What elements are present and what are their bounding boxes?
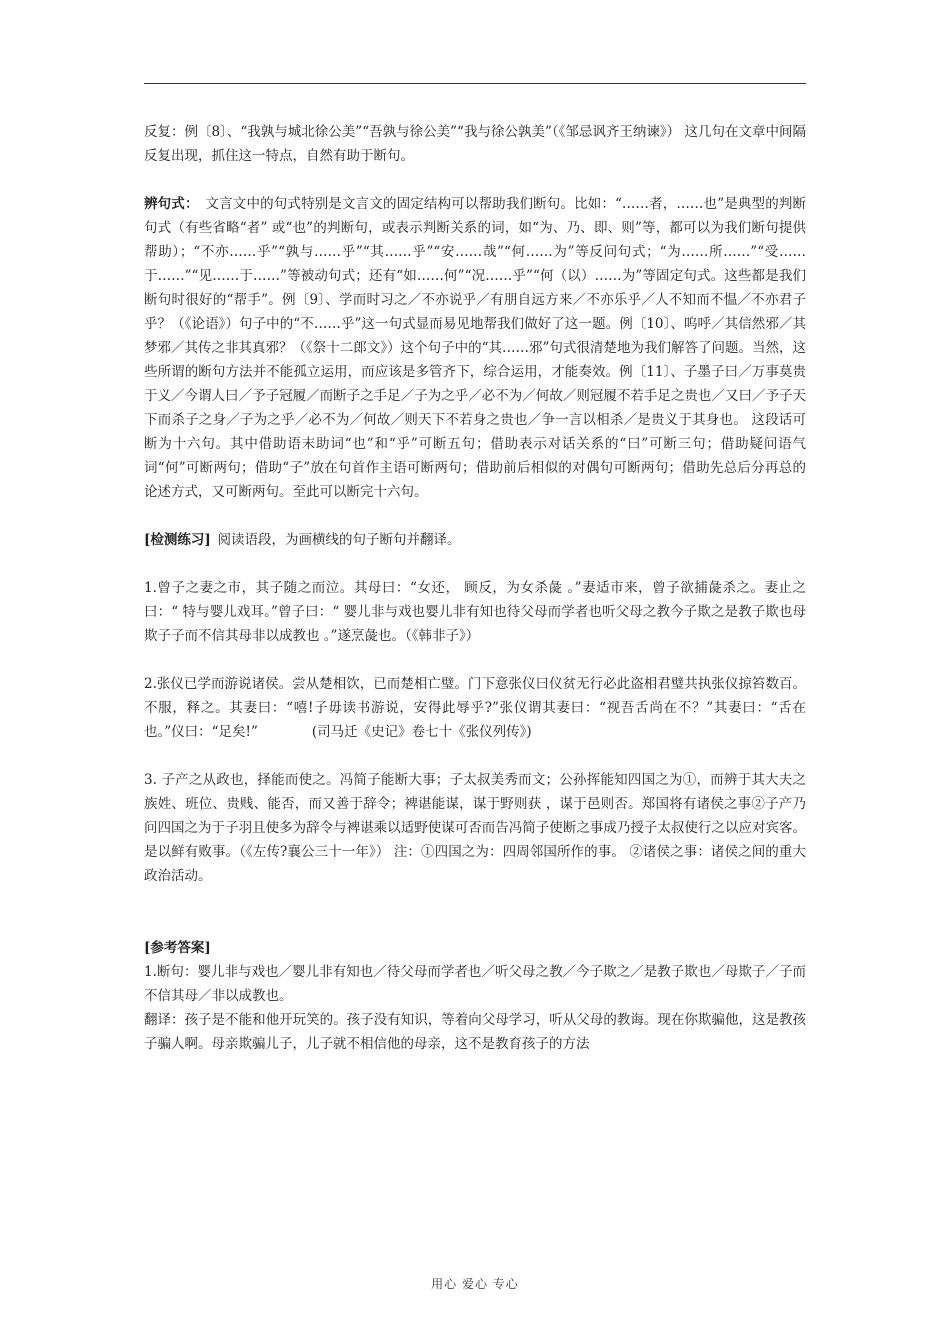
answer-punctuation: 1.断句：婴儿非与戏也／婴儿非有知也／待父母而学者也／听父母之教／今子欺之／是教子欺也／母欺子／子而不信其母／非以成教也。 (144, 964, 806, 1004)
sentence-patterns-paragraph (144, 192, 806, 504)
repetition-paragraph: 反复：例〔8〕、“我孰与城北徐公美”“吾孰与徐公美”“我与徐公孰美”（《邹忌讽齐王纳谏》） 这几句在文章中间隔反复出现，抓住这一特点，自然有助于断句。 (144, 124, 806, 164)
exercise-item-2: 2.张仪已学而游说诸侯。尝从楚相饮，已而楚相亡璧。门下意张仪曰仪贫无行必此盗相君璧共执张仪掠笞数百。不服，释之。其妻曰：“嘻!子毋读书游说，安得此辱乎?”张仪谓其妻曰：“视吾舌尚在不？”其妻曰：“舌在也。”仪曰：“足矣!” (司马迁《史记》卷七十《张仪列传》) (144, 676, 806, 740)
sentence-patterns-label: 辨句式： (144, 196, 199, 212)
page-footer: 用心 爱心 专心 (431, 1277, 519, 1291)
answer-translation: 翻译：孩子是不能和他开玩笑的。孩子没有知识，等着向父母学习，听从父母的教诲。现在你欺骗他，这是教孩子骗人啊。母亲欺骗儿子，儿子就不相信他的母亲，这不是教育孩子的方法 (144, 1012, 806, 1052)
exercise-instruction: 阅读语段，为画横线的句子断句并翻译。 (217, 532, 461, 548)
exercise-item-3: 3. 子产之从政也，择能而使之。冯简子能断大事；子太叔美秀而文；公孙挥能知四国之为①，而辨于其大夫之族姓、班位、贵贱、能否，而又善于辞令；裨谌能谋，谋于野则获 ，谋于邑则否。郑国将有诸侯之事②子产乃问四国之为于子羽且使多为辞令与裨谌乘以适野使谋可否而告冯简子使断之事成乃授子太叔使行之以应对宾客。 是以鲜有败事。（《左传?襄公三十一年》） 注：①四国之为：四周邻国所作的事。 ②诸侯之事：诸侯之间的重大政治活动。 (144, 772, 806, 884)
exercise-item-1: 1.曾子之妻之市，其子随之而泣。其母曰：“女还， 顾反，为女杀彘 。”妻适市来，曾子欲捕彘杀之。妻止之曰：“ 特与婴儿戏耳。”曾子曰：“ 婴儿非与戏也婴儿非有知也待父母而学者也听父母之教今子欺之是教子欺也母欺子子而不信其母非以成教也 。”遂烹彘也。（《韩非子》） (144, 580, 806, 644)
answers-label: [参考答案] (144, 940, 211, 956)
document-body (144, 120, 806, 1056)
exercise-heading (144, 528, 806, 552)
exercise-label: [检测练习] (144, 532, 211, 548)
sentence-patterns-text: 文言文中的句式特别是文言文的固定结构可以帮助我们断句。比如：“……者，……也”是典型的判断句式（有些省略“者” 或“也”的判断句，或表示判断关系的词，如“为、乃、即、则”等，都可以为我们断句提供帮助）；“不亦……乎”“孰与……乎”“其……乎”“安……哉”“何……为”等反问句式；“为……所……”“受……于……”“见……于……”等被动句式；还有“如……何”“况……乎”“何（以）……为”等固定句式。这些都是我们断句时很好的“帮手”。例〔9〕、学而时习之／不亦说乎／有朋自远方来／不亦乐乎／人不知而不愠／不亦君子乎？（《论语》）句子中的“不……乎”这一句式显而易见地帮我们做好了这一题。例〔10〕、呜呼／其信然邪／其梦邪／其传之非其真邪？（《祭十二郎文》）这个句子中的“其……邪”句式很清楚地为我们解答了问题。当然，这些所谓的断句方法并不能孤立运用，而应该是多管齐下，综合运用，才能奏效。例〔11〕、子墨子曰／万事莫贵于义／今谓人曰／予子冠履／而断子之手足／子为之乎／必不为／何故／则冠履不若手足之贵也／又曰／予子天下而杀子之身／子为之乎／必不为／何故／则天下不若身之贵也／争一言以相杀／是贵义于其身也。 这段话可断为十六句。其中借助语末助词“也”和“乎”可断五句；借助表示对话关系的“曰”可断三句；借助疑问语气词“何”可断两句；借助“子”放在句首作主语可断两句；借助前后相似的对偶句可断两句；借助先总后分再总的论述方式，又可断两句。至此可以断完十六句。 (144, 196, 806, 500)
header-rule (144, 83, 806, 84)
